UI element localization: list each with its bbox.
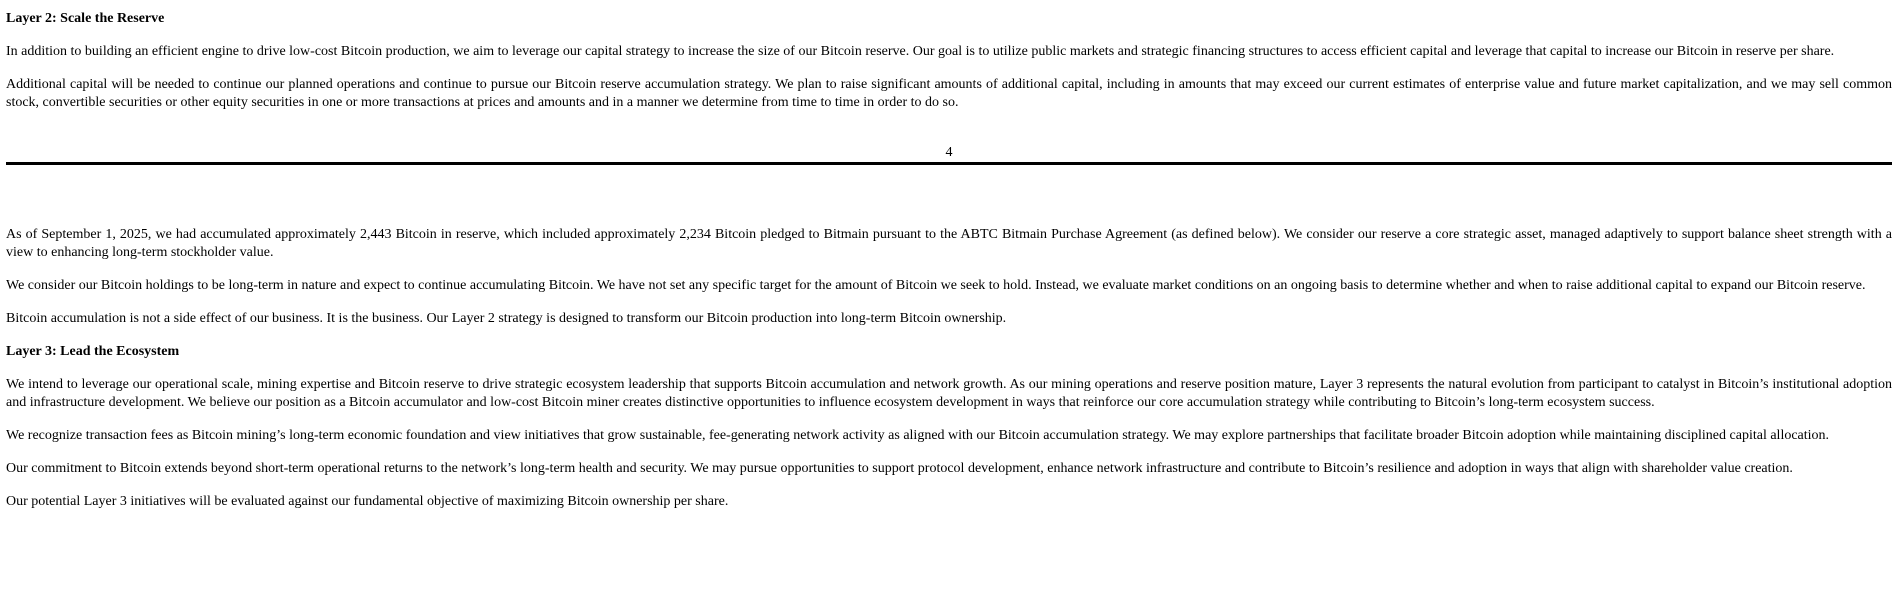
paragraph-layer3-evaluation: Our potential Layer 3 initiatives will be evaluated against our fundamental objective of maximizing Bitcoin ownership per share. [6,494,729,509]
page-number: 4 [945,145,953,160]
paragraph-ecosystem-leadership: We intend to leverage our operational scale, mining expertise and Bitcoin reserve to drive strategic ecosystem leadership that supports Bitcoin accumulation and network growth. As our mining operations and reserve position mature, Layer 3 represents the natural evolution from participant to catalyst in Bitcoin’s institutional adoption and infrastructure development. We believe our position as a Bitcoin accumulator and low-cost Bitcoin miner creates distinctive opportunities to influence ecosystem development in ways that reinforce our core accumulation strategy while contributing to Bitcoin’s long-term ecosystem success. [6,377,1892,410]
paragraph-holdings-long-term: We consider our Bitcoin holdings to be long-term in nature and expect to continue accumulating Bitcoin. We have not set any specific target for the amount of Bitcoin we seek to hold. Instead, we evaluate market conditions on an ongoing basis to determine whether and when to raise additional capital to expand our Bitcoin reserve. [6,278,1866,293]
paragraph-network-commitment: Our commitment to Bitcoin extends beyond short-term operational returns to the network’s long-term health and security. We may pursue opportunities to support protocol development, enhance network infrastructure and contribute to Bitcoin’s resilience and adoption in ways that align with shareholder value creation. [6,461,1793,476]
next-page-content [6,165,1892,511]
paragraph-reserve-accumulated: As of September 1, 2025, we had accumulated approximately 2,443 Bitcoin in reserve, which included approximately 2,234 Bitcoin pledged to Bitmain pursuant to the ABTC Bitmain Purchase Agreement (as defined below). We consider our reserve a core strategic asset, managed adaptively to support balance sheet strength with a view to enhancing long-term stockholder value. [6,227,1892,260]
paragraph-transaction-fees: We recognize transaction fees as Bitcoin mining’s long-term economic foundation and view initiatives that grow sustainable, fee-generating network activity as aligned with our Bitcoin accumulation strategy. We may explore partnerships that facilitate broader Bitcoin adoption while maintaining disciplined capital allocation. [6,428,1830,443]
page-footer [6,144,1892,165]
heading-layer-2: Layer 2: Scale the Reserve [6,11,165,26]
paragraph-additional-capital: Additional capital will be needed to continue our planned operations and continue to pursue our Bitcoin reserve accumulation strategy. We plan to raise significant amounts of additional capital, including in amounts that may exceed our current estimates of enterprise value and future market capitalization, and we may sell common stock, convertible securities or other equity securities in one or more transactions at prices and amounts and in a manner we determine from time to time in order to do so. [6,77,1892,110]
paragraph-capital-strategy: In addition to building an efficient engine to drive low-cost Bitcoin production, we aim to leverage our capital strategy to increase the size of our Bitcoin reserve. Our goal is to utilize public markets and strategic financing structures to access efficient capital and leverage that capital to increase our Bitcoin in reserve per share. [6,44,1835,59]
paragraph-accumulation-business: Bitcoin accumulation is not a side effect of our business. It is the business. Our Layer 2 strategy is designed to transform our Bitcoin production into long-term Bitcoin ownership. [6,311,1007,326]
heading-layer-3: Layer 3: Lead the Ecosystem [6,344,180,359]
